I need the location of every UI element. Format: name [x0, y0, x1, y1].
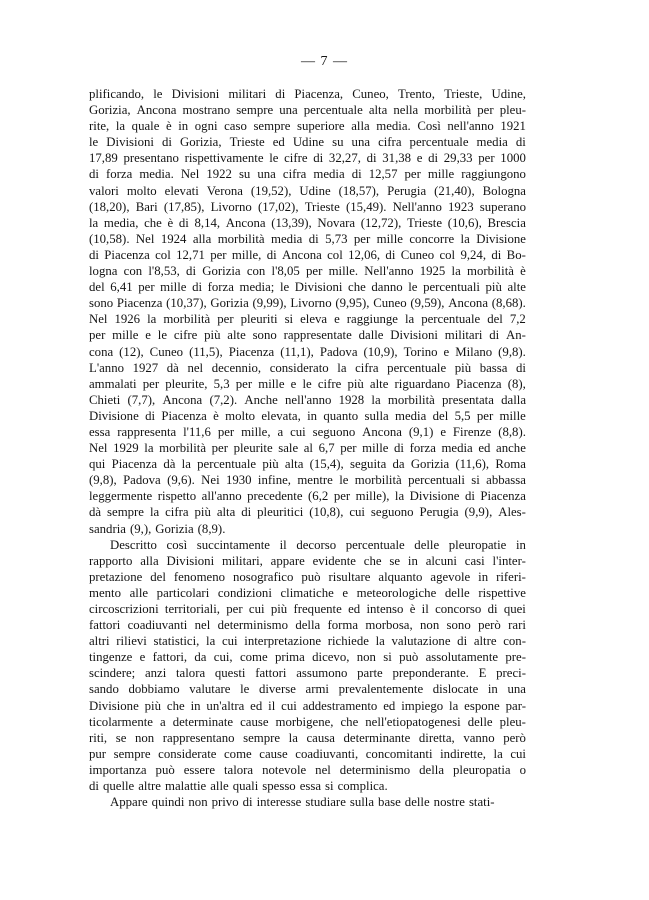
text-line: Descritto così succintamente il decorso percentuale delle pleuropatie in [110, 537, 526, 552]
text-line: di forza media. Nel 1922 su una cifra media di 12,57 per mille raggiungono [89, 167, 526, 182]
text-line: fattori coadiuvanti nel determinismo della forma morbosa, non sono però rari [89, 618, 526, 633]
text-line: altri rilievi statistici, la cui interpretazione richiede la valutazione di altre con- [89, 634, 526, 649]
text-line: 17,89 presentano rispettivamente le cifre di 32,27, di 31,38 e di 29,33 per 1000 [89, 151, 526, 166]
text-line: tingenze e fattori, da cui, come prima dicevo, non si può assolutamente pre- [89, 650, 526, 665]
text-line: sando dobbiamo valutare le diverse armi prevalentemente dislocate in una [89, 682, 526, 697]
text-line: Appare quindi non privo di interesse studiare sulla base delle nostre stati- [110, 795, 495, 810]
text-line: Chieti (7,7), Ancona (7,2). Anche nell'anno 1928 la morbilità presentata dalla [89, 392, 526, 407]
text-line: mento alle particolari condizioni climatiche e meteorologiche delle rispettive [89, 585, 526, 600]
text-line: essa rappresenta l'11,6 per mille, a cui seguono Ancona (9,1) e Firenze (8,8). [89, 424, 526, 439]
text-line: L'anno 1927 dà nel decennio, considerato la cifra percentuale più bassa di [89, 360, 526, 375]
text-line: rapporto alla Divisioni militari, appare evidente che se in alcuni casi l'inter- [89, 553, 526, 568]
text-line: per mille e le cifre più alte sono rappresentate dalle Divisioni militari di An- [89, 328, 526, 343]
text-line: di quelle altre malattie alle quali spesso essa si complica. [89, 779, 388, 794]
text-line: la media, che è di 8,14, Ancona (13,39), Novara (12,72), Trieste (10,6), Brescia [89, 215, 526, 230]
text-line: Divisione di Piacenza è molto elevata, in quanto sulla media del 5,5 per mille [89, 408, 526, 423]
text-line: rite, la quale è in ogni caso sempre superiore alla media. Così nell'anno 1921 [89, 119, 526, 134]
text-line: del 6,41 per mille di forza media; le Divisioni che danno le percentuali più alte [89, 280, 526, 295]
text-line: ticolarmente a determinate cause morbigene, che nell'etiopatogenesi delle pleu- [89, 714, 526, 729]
text-line: le Divisioni di Gorizia, Trieste ed Udine su una cifra percentuale media di [89, 135, 526, 150]
text-line: circoscrizioni territoriali, per cui più frequente ed intenso è il concorso di quei [89, 602, 526, 616]
text-line: pretazione del fenomeno nosografico può risultare alquanto agevole in riferi- [89, 569, 526, 584]
text-line: sono Piacenza (10,37), Gorizia (9,99), Livorno (9,95), Cuneo (9,59), Ancona (8,68). [89, 296, 526, 311]
text-line: pur sempre considerate come cause coadiuvanti, concomitanti indirette, la cui [89, 746, 526, 761]
text-line: valori molto elevati Verona (19,52), Udine (18,57), Perugia (21,40), Bologna [89, 183, 526, 198]
text-line: riti, se non rappresentano sempre la causa determinante diretta, vanno però [89, 730, 526, 745]
text-line: (9,8), Padova (9,6). Nei 1930 infine, mentre le morbilità percentuali si abbassa [89, 473, 526, 488]
text-line: (18,20), Bari (17,85), Livorno (17,02), Trieste (15,49). Nell'anno 1923 superano [89, 199, 526, 214]
text-line: ammalati per pleurite, 5,3 per mille e le cifre più alte riguardano Piacenza (8), [89, 376, 526, 391]
text-line: Nel 1926 la morbilità per pleuriti si eleva e raggiunge la percentuale del 7,2 [89, 312, 526, 327]
text-line: (10,58). Nel 1924 alla morbilità media di 5,73 per mille concorre la Divisione [89, 231, 526, 246]
text-line: qui Piacenza dà la percentuale più alta (15,4), seguita da Gorizia (11,6), Roma [89, 457, 526, 472]
text-line: plificando, le Divisioni militari di Piacenza, Cuneo, Trento, Trieste, Udine, [89, 87, 526, 101]
text-line: scindere; anzi talora questi fattori assumono parte preponderante. E preci- [89, 666, 526, 681]
text-line: leggermente rispetto all'anno precedente (6,2 per mille), la Divisione di Piacenza [89, 489, 526, 504]
text-line: di Piacenza col 12,71 per mille, di Ancona col 12,06, di Cuneo col 9,24, di Bo- [89, 247, 526, 262]
body-text [89, 86, 526, 810]
paragraph [89, 794, 526, 810]
text-line: Divisione più che in un'altra ed il cui addestramento ed impiego la espone par- [89, 698, 526, 713]
text-line: dà sempre la cifra più alta di pleuritici (10,8), cui seguono Perugia (9,9), Ales- [89, 505, 526, 520]
text-line: Nel 1929 la morbilità per pleurite sale al 6,7 per mille di forza media ed anche [89, 441, 526, 456]
paragraph [89, 86, 526, 537]
text-line: sandria (9,), Gorizia (8,9). [89, 521, 226, 536]
paragraph [89, 537, 526, 795]
page-number: — 7 — [301, 54, 348, 69]
text-line: cona (12), Cuneo (11,5), Piacenza (11,1), Padova (10,9), Torino e Milano (9,8). [89, 344, 526, 359]
text-line: Gorizia, Ancona mostrano sempre una percentuale alta nella morbilità per pleu- [89, 103, 526, 118]
text-line: importanza può essere talora notevole nel determinismo della pleuropatia o [89, 762, 526, 777]
text-line: logna con l'8,53, di Gorizia con l'8,05 per mille. Nell'anno 1925 la morbilità è [89, 264, 526, 279]
